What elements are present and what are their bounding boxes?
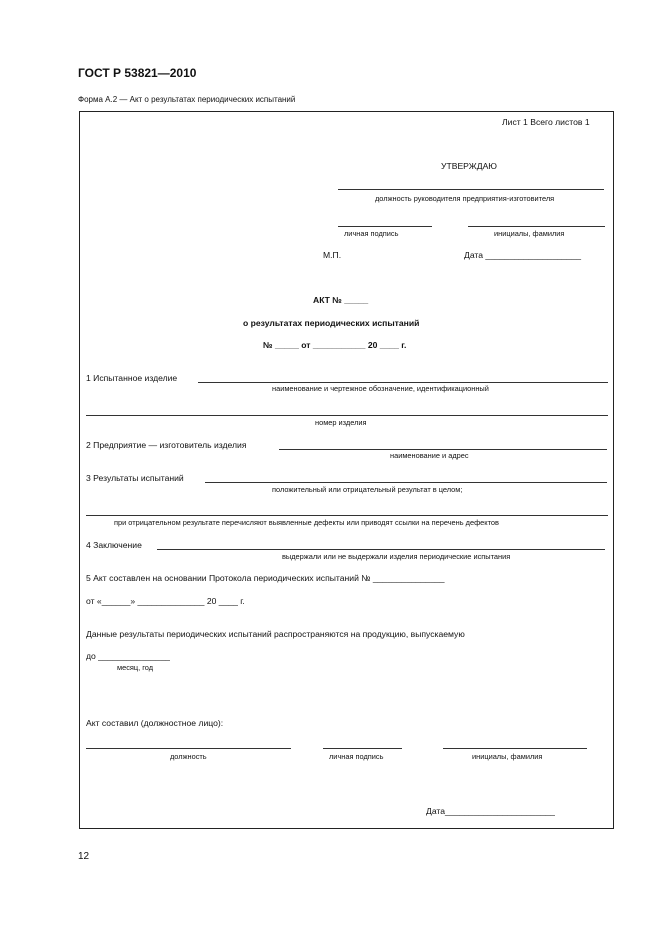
item5-text: 5 Акт составлен на основании Протокола периодических испытаний № _______________ xyxy=(86,573,445,583)
item3-label: 3 Результаты испытаний xyxy=(86,473,184,483)
composer-position-line xyxy=(86,748,291,749)
sheet-info: Лист 1 Всего листов 1 xyxy=(502,117,590,127)
approve-signature-line xyxy=(338,226,432,227)
item4-label: 4 Заключение xyxy=(86,540,142,550)
until-label: до _______________ xyxy=(86,651,170,661)
item1-hint2: номер изделия xyxy=(315,418,367,427)
item1-line2 xyxy=(86,415,608,416)
item4-hint: выдержали или не выдержали изделия периодические испытания xyxy=(282,552,511,561)
item3-line xyxy=(205,482,607,483)
item2-line xyxy=(279,449,607,450)
standard-number: ГОСТ Р 53821—2010 xyxy=(78,66,197,80)
item3-line2 xyxy=(86,515,608,516)
item2-label: 2 Предприятие — изготовитель изделия xyxy=(86,440,247,450)
approve-signature-hint: личная подпись xyxy=(344,229,399,238)
composer-position-hint: должность xyxy=(170,752,207,761)
approve-position-line xyxy=(338,189,604,190)
item3-hint2: при отрицательном результате перечисляют выявленные дефекты или приводят ссылки на перечень дефектов xyxy=(114,518,499,527)
item2-hint: наименование и адрес xyxy=(390,451,469,460)
approve-initials-line xyxy=(468,226,605,227)
composer-signature-line xyxy=(323,748,402,749)
page-number: 12 xyxy=(78,851,90,862)
approve-initials-hint: инициалы, фамилия xyxy=(494,229,565,238)
item1-hint: наименование и чертежное обозначение, идентификационный xyxy=(272,384,489,393)
composer-initials-hint: инициалы, фамилия xyxy=(472,752,543,761)
composer-initials-line xyxy=(443,748,587,749)
item1-line xyxy=(198,382,608,383)
act-title: АКТ № _____ xyxy=(313,295,369,305)
until-hint: месяц, год xyxy=(117,663,154,672)
form-caption: Форма А.2 — Акт о результатах периодических испытаний xyxy=(78,95,296,104)
bottom-date: Дата_______________________ xyxy=(426,806,555,816)
stamp-label: М.П. xyxy=(323,250,342,260)
spread-text: Данные результаты периодических испытаний распространяются на продукцию, выпускаемую xyxy=(86,629,465,639)
act-number-line: № _____ от ___________ 20 ____ г. xyxy=(263,340,407,350)
composer-signature-hint: личная подпись xyxy=(329,752,384,761)
composed-by: Акт составил (должностное лицо): xyxy=(86,718,224,728)
item5-date: от «______» ______________ 20 ____ г. xyxy=(86,596,245,606)
approve-position-hint: должность руководителя предприятия-изготовителя xyxy=(375,194,555,203)
act-subject: о результатах периодических испытаний xyxy=(243,318,420,328)
item1-label: 1 Испытанное изделие xyxy=(86,373,178,383)
item4-line xyxy=(157,549,605,550)
item3-hint: положительный или отрицательный результат в целом; xyxy=(272,485,463,494)
approve-date: Дата ____________________ xyxy=(464,250,582,260)
approve-heading: УТВЕРЖДАЮ xyxy=(441,161,497,171)
